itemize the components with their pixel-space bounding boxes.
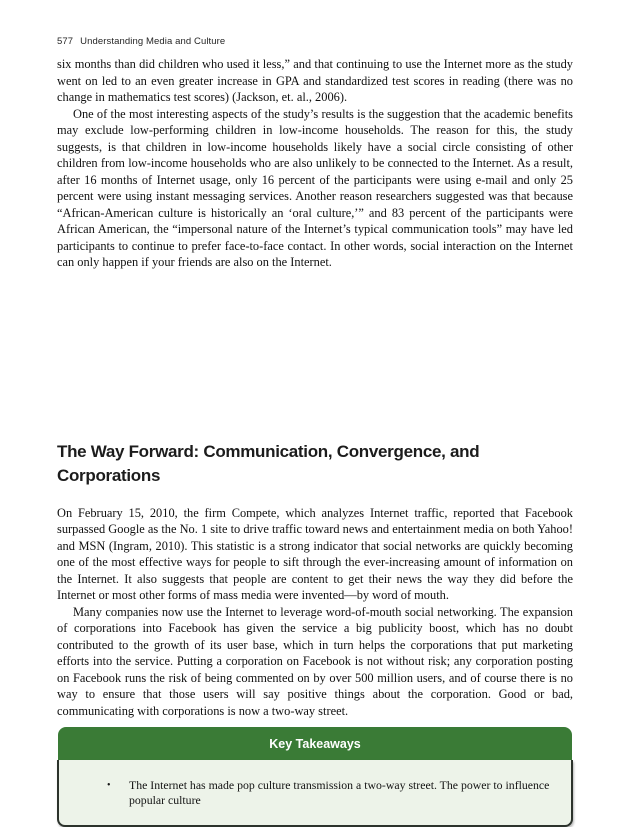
- takeaway-text: The Internet has made pop culture transmission a two-way street. The power to influence popular culture: [129, 778, 550, 807]
- key-takeaways-box: [57, 727, 573, 827]
- section-body-text: [57, 505, 573, 720]
- key-takeaways-title: Key Takeaways: [269, 736, 361, 751]
- book-title: Understanding Media and Culture: [80, 36, 226, 47]
- section-heading: The Way Forward: Communication, Convergence, and Corporations: [57, 441, 480, 485]
- running-header: [57, 36, 573, 47]
- page-number: 577: [57, 36, 74, 47]
- list-item: [105, 778, 553, 808]
- paragraph-continuation: six months than did children who used it less,” and that continuing to use the Internet more as the study went on led to an even greater increase in GPA and standardized test scores in reading (there was no change in mathematics test scores) (Jackson, et. al., 2006).: [57, 57, 573, 104]
- paragraph: Many companies now use the Internet to leverage word-of-mouth social networking. The expansion of corporations into Facebook has given the service a big publicity boost, which has no doubt contributed to the growth of its user base, which in turn helps the corporations that put marketing efforts into the service. Putting a corporation on Facebook is not without risk; any corporation posting on Facebook runs the risk of being commented on by over 500 million users, and of course there is no way to ensure that those users will say positive things about the corporation. Good or bad, communicating with corporations is now a two-way street.: [57, 604, 573, 718]
- paragraph: One of the most interesting aspects of the study’s results is the suggestion that the academic benefits may exclude low-performing children in low-income households. The reason for this, the study suggests, is that children in low-income households likely have a social circle consisting of other children from low-income households who are also unlikely to be connected to the Internet. As a result, after 16 months of Internet usage, only 16 percent of the participants were using e-mail and only 25 percent were using instant messaging services. Another reason researchers suggested was that because “African-American culture is historically an ‘oral culture,’” and 83 percent of the participants were African American, the “impersonal nature of the Internet’s typical communication tools” may have led participants to continue to prefer face-to-face contact. In other words, social interaction on the Internet can only happen if your friends are also on the Internet.: [57, 106, 573, 269]
- paragraph: On February 15, 2010, the firm Compete, which analyzes Internet traffic, reported that Facebook surpassed Google as the No. 1 site to drive traffic toward news and entertainment media on both Yahoo! and MSN (Ingram, 2010). This statistic is a strong indicator that social networks are quickly becoming one of the most effective ways for people to sift through the ever-increasing amount of information on the Internet. It also suggests that people are content to get their news the way they did before the Internet or most other forms of mass media were invented—by word of mouth.: [57, 505, 573, 602]
- body-text: [57, 56, 573, 271]
- key-takeaways-body: [57, 760, 573, 827]
- bullet-icon: •: [107, 780, 111, 791]
- key-takeaways-header: [58, 727, 572, 760]
